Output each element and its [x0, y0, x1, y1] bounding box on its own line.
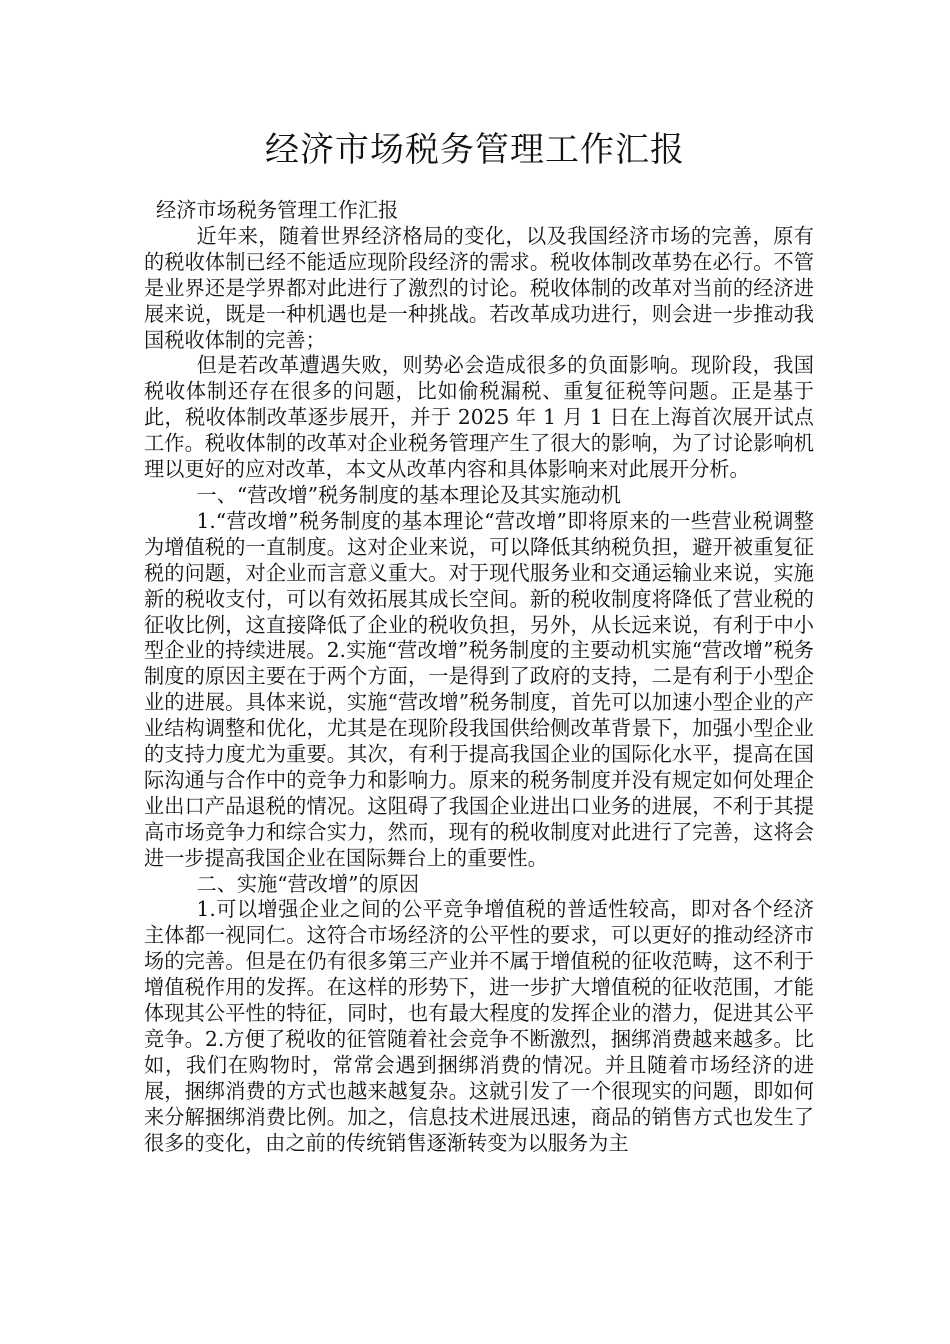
document-body: [144, 198, 814, 1157]
paragraph-section-1: 1.“营改增”税务制度的基本理论“营改增”即将原来的一些营业税调整为增值税的一直制度。这对企业来说，可以降低其纳税负担，避开被重复征税的问题，对企业而言意义重大。对于现代服务业和交通运输业来说，实施新的税收支付，可以有效拓展其成长空间。新的税收制度将降低了营业税的征收比例，这直接降低了企业的税收负担，另外，从长远来说，有利于中小型企业的持续进展。2.实施“营改增”税务制度的主要动机实施“营改增”税务制度的原因主要在于两个方面，一是得到了政府的支持，二是有利于小型企业的进展。具体来说，实施“营改增”税务制度，首先可以加速小型企业的产业结构调整和优化，尤其是在现阶段我国供给侧改革背景下，加强小型企业的支持力度尤为重要。其次，有利于提高我国企业的国际化水平，提高在国际沟通与合作中的竞争力和影响力。原来的税务制度并没有规定如何处理企业出口产品退税的情况。这阻碍了我国企业进出口业务的进展，不利于其提高市场竞争力和综合实力，然而，现有的税收制度对此进行了完善，这将会进一步提高我国企业在国际舞台上的重要性。: [144, 508, 814, 870]
paragraph-section-2: 1.可以增强企业之间的公平竞争增值税的普适性较高，即对各个经济主体都一视同仁。这符合市场经济的公平性的要求，可以更好的推动经济市场的完善。但是在仍有很多第三产业并不属于增值税的征收范畴，这不利于增值税作用的发挥。在这样的形势下，进一步扩大增值税的征收范围，才能体现其公平性的特征，同时，也有最大程度的发挥企业的潜力，促进其公平竞争。2.方便了税收的征管随着社会竞争不断激烈，捆绑消费越来越多。比如，我们在购物时，常常会遇到捆绑消费的情况。并且随着市场经济的进展，捆绑消费的方式也越来越复杂。这就引发了一个很现实的问题，即如何来分解捆绑消费比例。加之，信息技术进展迅速，商品的销售方式也发生了很多的变化，由之前的传统销售逐渐转变为以服务为主: [144, 897, 814, 1155]
section-heading-1: 一、“营改增”税务制度的基本理论及其实施动机: [196, 482, 621, 507]
paragraph-intro: 近年来，随着世界经济格局的变化，以及我国经济市场的完善，原有的税收体制已经不能适应现阶段经济的需求。税收体制改革势在必行。不管是业界还是学界都对此进行了激烈的讨论。税收体制的改革对当前的经济进展来说，既是一种机遇也是一种挑战。若改革成功进行，则会进一步推动我国税收体制的完善；: [144, 223, 814, 352]
document-title: 经济市场税务管理工作汇报: [265, 130, 685, 170]
paragraph-background: 但是若改革遭遇失败，则势必会造成很多的负面影响。现阶段，我国税收体制还存在很多的问题，比如偷税漏税、重复征税等问题。正是基于此，税收体制改革逐步展开，并于 2025 年 1 月 1 日在上海首次展开试点工作。税收体制的改革对企业税务管理产生了很大的影响，为了讨论影响机理以更好的应对改革，本文从改革内容和具体影响来对此展开分析。: [144, 353, 814, 482]
document-subtitle: 经济市场税务管理工作汇报: [156, 198, 399, 222]
section-heading-2: 二、实施“营改增”的原因: [196, 871, 420, 896]
